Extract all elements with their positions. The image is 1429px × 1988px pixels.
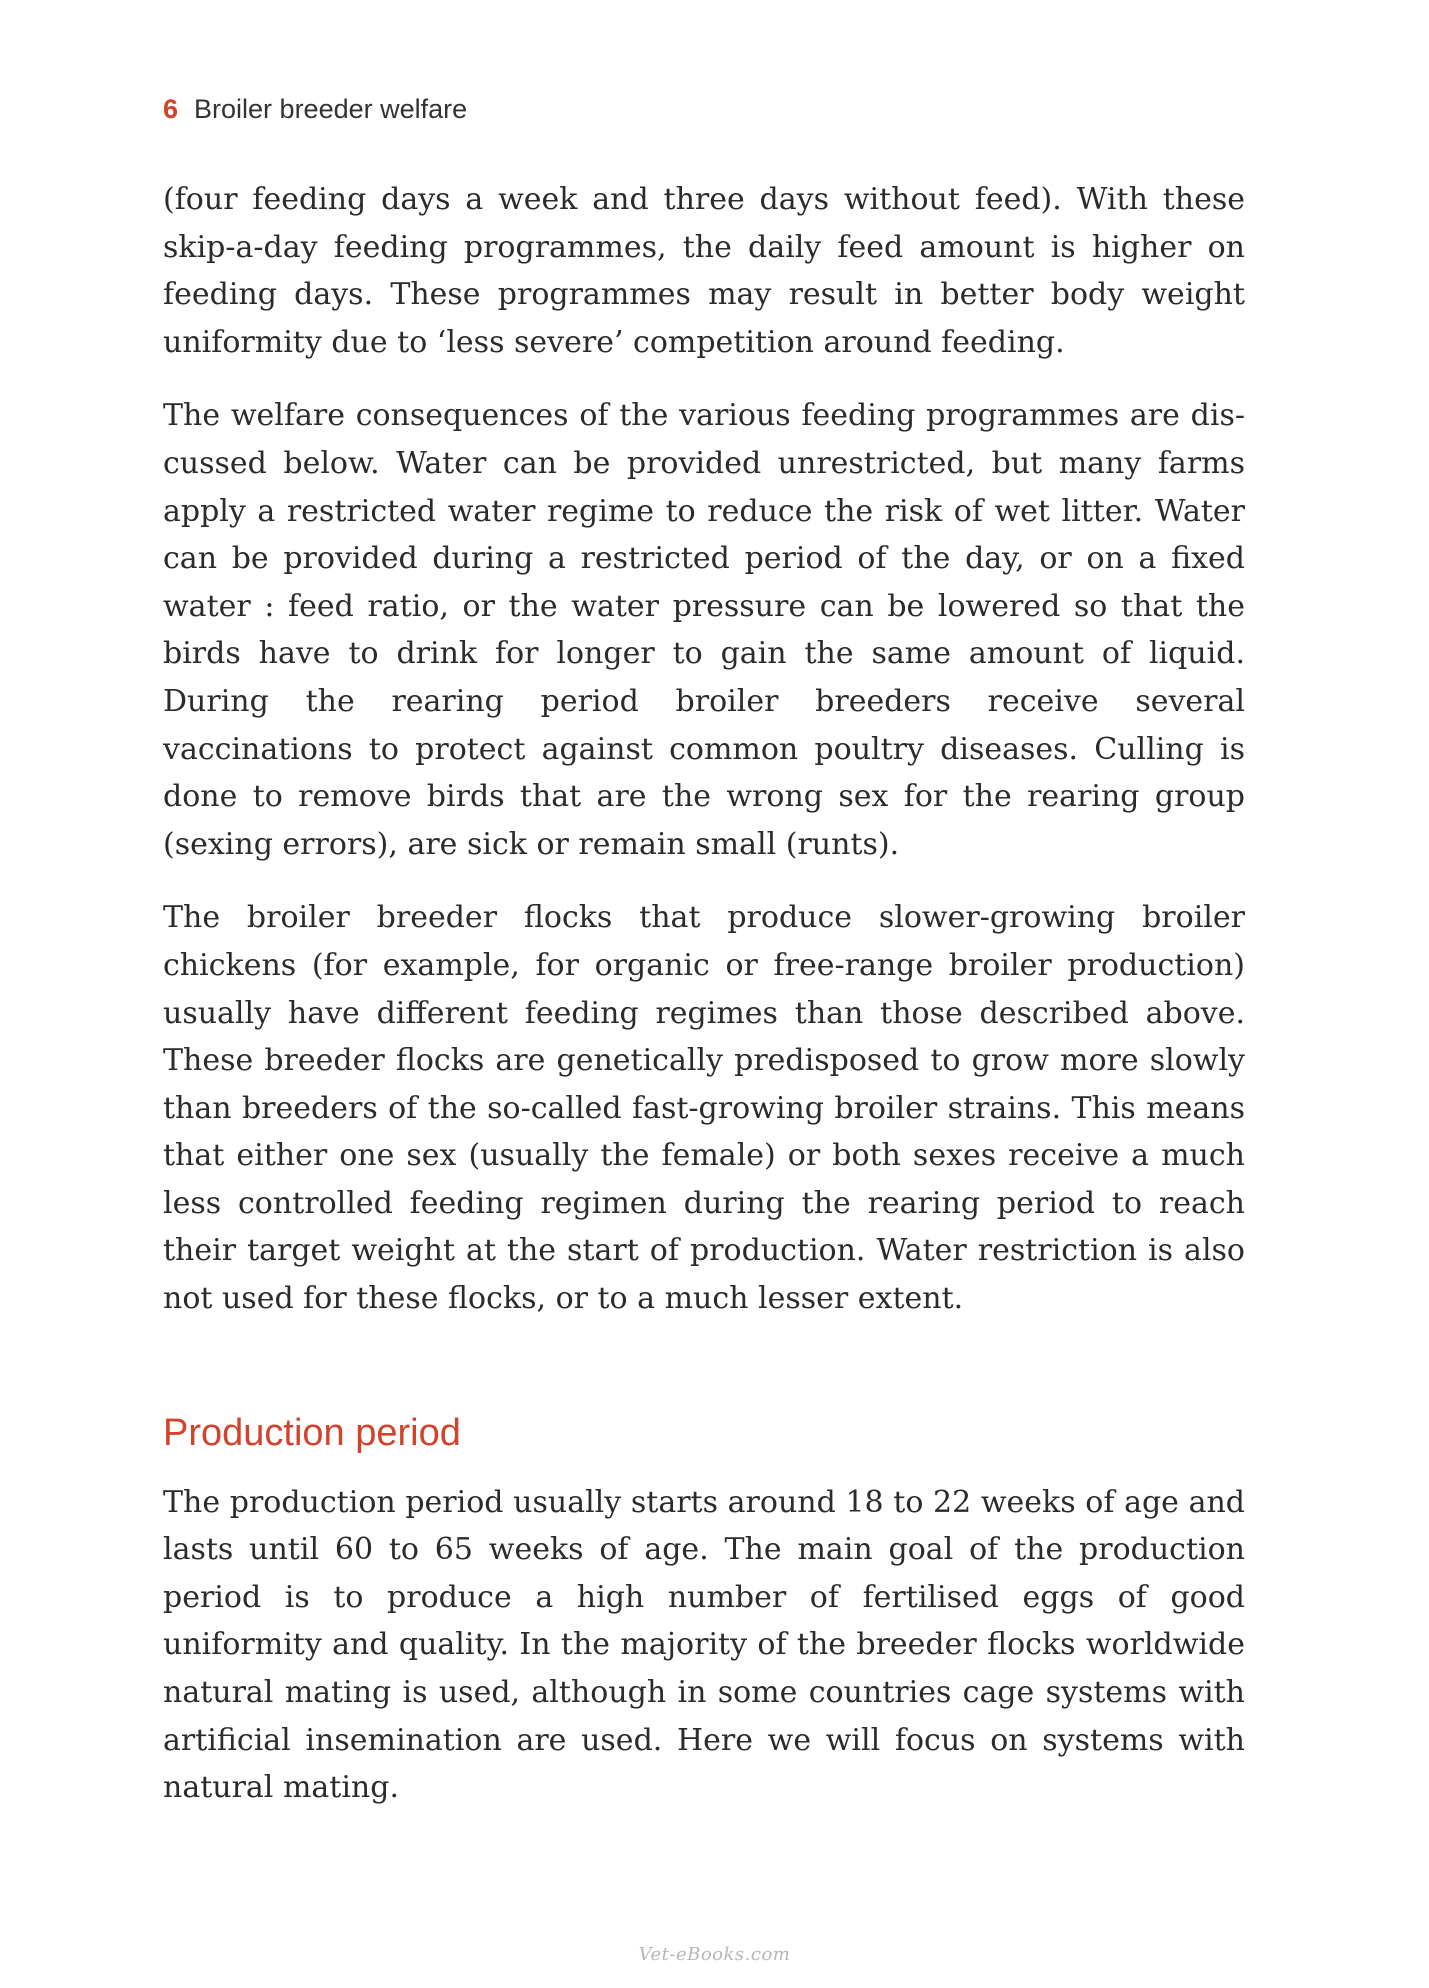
section-heading: Production period [163, 1411, 461, 1454]
page-body [163, 176, 1245, 1812]
page-number: 6 [163, 94, 179, 124]
body-paragraph: The broiler breeder flocks that produce slower-growing broiler chickens (for example, for organic or free-range broiler production) usually have different feeding regimes than those described above. These breeder flocks are genetically predisposed to grow more slowly than breeders of the so-called fast-growing broiler strains. This means that either one sex (usually the female) or both sexes receive a much less controlled feeding regimen during the rearing period to reach their target weight at the start of production. Water restriction is also not used for these flocks, or to a much lesser extent. [163, 900, 1245, 1317]
body-paragraph: (four feeding days a week and three days without feed). With these skip-a-day feeding programmes, the daily feed amount is higher on feeding days. These programmes may result in better body weight uniformity due to ‘less severe’ competition around feeding. [163, 182, 1245, 360]
running-header [163, 92, 467, 126]
running-title: Broiler breeder welfare [194, 94, 468, 124]
body-paragraph: The production period usually starts around 18 to 22 weeks of age and lasts until 60 to 65 weeks of age. The main goal of the production period is to produce a high number of fertilised eggs of good uniformity and quality. In the majority of the breeder flocks worldwide natural mating is used, although in some countries cage systems with artificial insemination are used. Here we will focus on systems with natural mating. [163, 1484, 1245, 1806]
body-paragraph: The welfare consequences of the various feeding programmes are discussed below. Water can be provided unrestricted, but many farms apply a restricted water regime to reduce the risk of wet litter. Water can be provided during a restricted period of the day, or on a fixed water : feed ratio, or the water pressure can be lowered so that the birds have to drink for longer to gain the same amount of liquid. During the rearing period broiler breeders receive several vaccinations to protect against common poultry diseases. Culling is done to remove birds that are the wrong sex for the rearing group (sexing errors), are sick or remain small (runts). [163, 398, 1245, 862]
watermark-logo: Vet-eBooks.com [638, 1944, 791, 1965]
